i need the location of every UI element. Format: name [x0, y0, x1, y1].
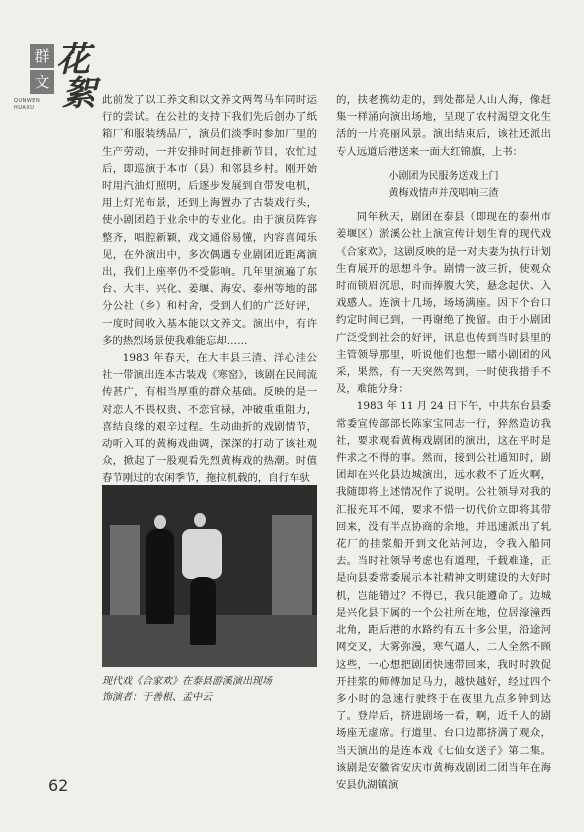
section-logo-pinyin-1: QUNWEN: [14, 98, 41, 104]
paragraph: 1983 年春天，在大丰县三渣、洋心洼公社一带演出连本古装戏《寒窑》，该剧在民间流传甚广，有相当厚重的群众基础。反映的是一对恋人不畏权贵、不恋官禄，冲破重重阻力，喜结良缘的艰辛过程。生动曲折的戏剧情节，动听入耳的黄梅戏曲调，深深的打动了该社观众，掀起了一股观看先烈黄梅戏的热潮。时值春节刚过的农闲季节，拖拉机载的，自行车驮: [102, 352, 317, 485]
photo-caption: [102, 674, 317, 706]
paragraph: 此前发了以工养文和以文养文两驾马车同时运行的尝试。在公社的支持下我们先后创办了纸箱厂和服装绣品厂，演员们淡季时参加厂里的生产劳动，一并安排时间赶排新节目，农忙过后，即巡演于本市（县）和邻县乡村。刚开始时用汽油灯照明，后逐步发展到自带发电机，用上灯光布景，还到上海置办了古装戏行头，使小剧团趋于业余中的专业化。由于演员阵容整齐，唱腔新颖，戏文通俗易懂，内容喜闻乐见，在外演出中，多次偶遇专业剧团近距离演出，我们上座率仍不受影响。几年里演遍了东台、大丰、兴化、姜堰、海安、泰州等地的部分公社（乡）和村舍，受到人们的广泛好评，一度时间收入基本能以文养文。演出中，有许多的热烈场景使我难能忘却……: [102, 94, 317, 347]
paragraph: 1983 年 11 月 24 日下午，中共东台县委常委宣传部部长陈家宝同志一行，猝然造访我社，要求观看黄梅戏剧团的演出，这在平时是件求之不得的事。然而，接到公社通知时，剧团却在兴化县边城演出，远水救不了近火啊，我随即将上述情况作了说明。公社领导对我的汇报充耳不闻，要求不惜一切代价立即将其带回来，没有半点协商的余地，并迅速派出了轧花厂的挂浆船开到文化站河边，令我入船同去。当时社领导考虑也有道理，千载难逢，正是向县委常委展示本社精神文明建设的大好时机，岂能错过？不得已，我只能遵命了。边城是兴化县下属的一个公社所在地，位居濠潼西北角，距后港的水路约有五十多公里，沿途河网交叉，大雾弥漫，寒气逼人，二人全然不顾这些，一心想把剧团快速带回来，我时时敦促开挂浆的师傅加足马力，越快越好，经过四个多小时的急速行驶终于在夜里九点多钟到达了。登岸后，挤进剧场一看，啊，近千人的剧场座无虚席。行道里、台口边都挤满了观众，当天演出的是连本戏《七仙女送子》第二集。该剧是安徽省安庆市黄梅戏剧团二团当年在海安县仇湖镇演: [336, 400, 551, 791]
stage-photo: [102, 485, 317, 667]
section-logo-pinyin: [14, 98, 40, 112]
section-logo-box-1: 群: [30, 44, 54, 68]
caption-line-2: 饰演者：于善根、孟中云: [102, 692, 212, 703]
caption-line-1: 现代戏《合家欢》在泰县游溪演出现场: [102, 676, 272, 687]
paragraph: 同年秋天，剧团在泰县（即现在的泰州市姜堰区）淤溪公社上演宣传计划生育的现代戏《合家欢》，这剧反映的是一对夫妻为执行计划生育展开的思想斗争。剧情一波三折，使观众时而锁眉沉思，时而捧腹大笑，悬念起伏、入戏感人。连演十几场，场场满座。因下个台口约定时间已到，一再谢绝了挽留。由于小剧团广泛受到社会的好评，讯息也传到当时县里的主管领导那里，听说他们也想一睹小剧团的风采，果然，有一天突然驾到，一时使我措手不及，难能分身：: [336, 211, 551, 396]
left-column: [102, 92, 317, 488]
section-logo-script-2: 絮: [62, 74, 96, 114]
section-logo-pinyin-2: HUAXU: [14, 105, 35, 111]
paragraph: 的，扶老携幼走的，到处都是人山人海，像赶集一样涌向演出场地，呈现了农村渴望文化生活的一片亮丽风景。演出结束后，该社还派出专人远道后港送来一面大红锦旗，上书：: [336, 94, 551, 158]
right-column: [336, 92, 551, 794]
banner-line-1: 小剧团为民服务送戏上门: [388, 170, 499, 182]
section-logo: [8, 14, 118, 114]
page-number: 62: [48, 776, 69, 795]
banner-line-2: 黄梅戏情声并茂唱响三渣: [388, 188, 499, 200]
section-logo-script-1: 花: [56, 40, 90, 80]
section-logo-box-2: 文: [30, 70, 54, 94]
